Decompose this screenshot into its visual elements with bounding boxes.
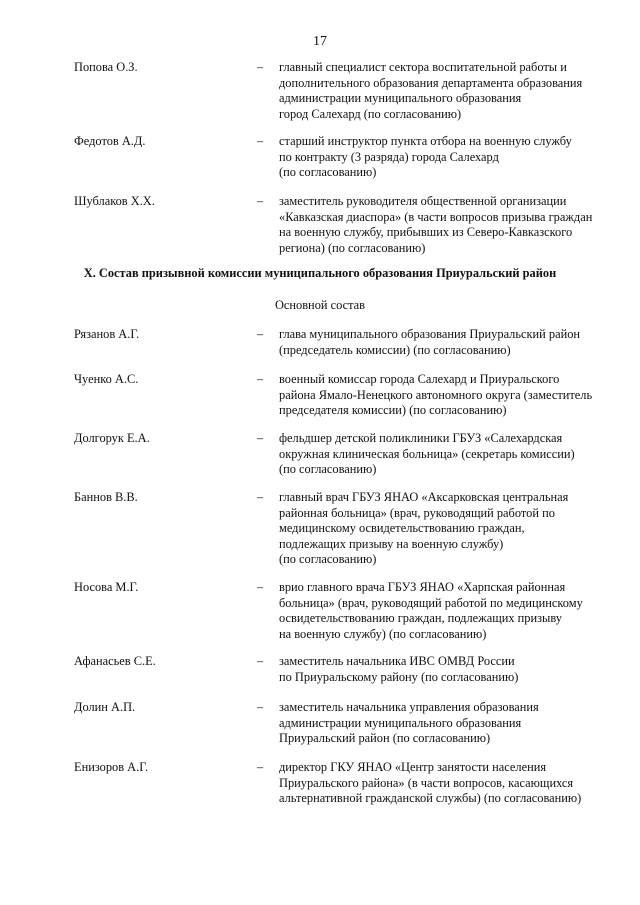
description-line: региона) (по согласованию) bbox=[279, 240, 426, 255]
description-line: военный комиссар города Салехард и Приуральского bbox=[279, 372, 560, 386]
member-description bbox=[279, 372, 612, 419]
description-line: районная больница» (врач, руководящий работой по bbox=[279, 505, 555, 520]
member-description bbox=[279, 580, 612, 642]
description-line: (по согласованию) bbox=[279, 462, 377, 477]
dash: – bbox=[257, 194, 264, 208]
member-name: Попова О.З. bbox=[74, 60, 138, 74]
member-description bbox=[279, 654, 612, 685]
dash: – bbox=[257, 327, 264, 341]
description-line: «Кавказская диаспора» (в части вопросов призыва граждан bbox=[279, 209, 593, 224]
dash: – bbox=[257, 372, 264, 386]
dash: – bbox=[257, 60, 264, 74]
member-name: Афанасьев С.Е. bbox=[74, 654, 156, 668]
description-line: глава муниципального образования Приуральский район bbox=[279, 327, 581, 341]
subheading: Основной состав bbox=[274, 298, 366, 312]
description-line: на военную службу) (по согласованию) bbox=[279, 626, 487, 641]
member-name: Долин А.П. bbox=[74, 700, 136, 714]
description-line: (председатель комиссии) (по согласованию) bbox=[279, 342, 511, 357]
description-line: председателя комиссии) (по согласованию) bbox=[279, 403, 507, 418]
member-name: Баннов В.В. bbox=[74, 490, 138, 504]
member-name: Федотов А.Д. bbox=[74, 134, 146, 148]
description-line: заместитель руководителя общественной организации bbox=[279, 194, 567, 208]
description-line: старший инструктор пункта отбора на военную службу bbox=[279, 134, 572, 148]
member-description bbox=[279, 490, 612, 568]
member-description bbox=[279, 760, 612, 807]
description-line: Приуральского района» (в части вопросов, касающихся bbox=[279, 775, 574, 790]
description-line: главный специалист сектора воспитательной работы и bbox=[279, 60, 567, 74]
description-line: окружная клиническая больница» (секретарь комиссии) bbox=[279, 446, 575, 461]
description-line: освидетельствованию граждан, подлежащих призыву bbox=[279, 611, 562, 626]
page-number: 17 bbox=[313, 34, 327, 49]
dash: – bbox=[257, 654, 264, 668]
description-line: (по согласованию) bbox=[279, 165, 377, 180]
description-line: администрации муниципального образования bbox=[279, 715, 522, 730]
dash: – bbox=[257, 760, 264, 774]
member-name: Енизоров А.Г. bbox=[74, 760, 149, 774]
section-heading: X. Состав призывной комиссии муниципального образования Приуральский район bbox=[83, 266, 557, 280]
description-line: по контракту (3 разряда) города Салехард bbox=[279, 149, 499, 164]
dash: – bbox=[257, 431, 264, 445]
description-line: на военную службу, прибывших из Северо-Кавказского bbox=[279, 225, 573, 240]
member-name: Носова М.Г. bbox=[74, 580, 139, 594]
description-line: главный врач ГБУЗ ЯНАО «Аксарковская центральная bbox=[279, 490, 569, 504]
description-line: (по согласованию) bbox=[279, 552, 377, 567]
description-line: директор ГКУ ЯНАО «Центр занятости населения bbox=[279, 760, 547, 774]
description-line: Приуральский район (по согласованию) bbox=[279, 731, 491, 746]
description-line: района Ямало-Ненецкого автономного округа (заместитель bbox=[279, 387, 593, 402]
dash: – bbox=[257, 700, 264, 714]
member-description bbox=[279, 700, 612, 747]
description-line: альтернативной гражданской службы) (по согласованию) bbox=[279, 791, 582, 806]
description-line: медицинскому освидетельствованию граждан, bbox=[279, 521, 525, 536]
description-line: по Приуральскому району (по согласованию) bbox=[279, 669, 519, 684]
member-description bbox=[279, 134, 612, 181]
member-name: Долгорук Е.А. bbox=[74, 431, 150, 445]
member-description bbox=[279, 60, 612, 122]
description-line: дополнительного образования департамента образования bbox=[279, 75, 583, 90]
description-line: город Салехард (по согласованию) bbox=[279, 106, 462, 121]
member-description bbox=[279, 194, 612, 256]
description-line: подлежащих призыву на военную службу) bbox=[279, 536, 504, 551]
member-name: Шублаков Х.Х. bbox=[74, 194, 155, 208]
dash: – bbox=[257, 134, 264, 148]
description-line: врио главного врача ГБУЗ ЯНАО «Харпская районная bbox=[279, 580, 566, 594]
description-line: больница» (врач, руководящий работой по медицинскому bbox=[279, 595, 583, 610]
member-description bbox=[279, 327, 612, 358]
member-name: Рязанов А.Г. bbox=[74, 327, 140, 341]
description-line: заместитель начальника управления образования bbox=[279, 700, 539, 714]
dash: – bbox=[257, 580, 264, 594]
member-name: Чуенко А.С. bbox=[74, 372, 139, 386]
description-line: администрации муниципального образования bbox=[279, 91, 522, 106]
description-line: фельдшер детской поликлиники ГБУЗ «Салехардская bbox=[279, 431, 563, 445]
dash: – bbox=[257, 490, 264, 504]
description-line: заместитель начальника ИВС ОМВД России bbox=[279, 654, 515, 668]
member-description bbox=[279, 431, 612, 478]
